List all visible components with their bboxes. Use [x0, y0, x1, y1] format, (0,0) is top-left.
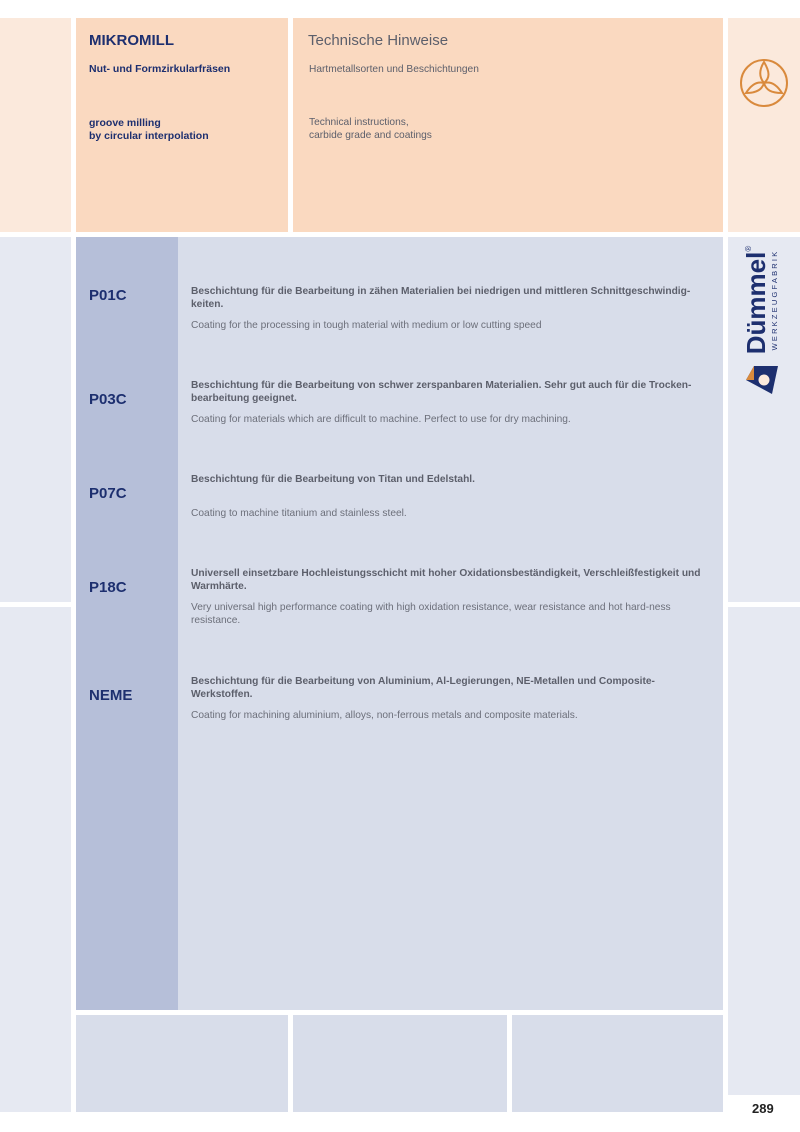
coating-desc-de: Beschichtung für die Bearbeitung von Titan und Edelstahl. [191, 474, 475, 485]
coating-desc-de: Beschichtung für die Bearbeitung in zähen Materialien bei niedrigen und mittleren Schnittgeschwindig-keiten. [191, 286, 691, 310]
left-margin-blue-top [0, 237, 71, 602]
coating-name: P07C [89, 485, 127, 502]
brand-logo-icon [744, 362, 782, 396]
registered-mark: ® [744, 245, 753, 252]
product-subtitle-en-line1: groove milling [89, 117, 161, 129]
coating-name: P03C [89, 391, 127, 408]
product-title: MIKROMILL [89, 32, 174, 49]
product-subtitle-en-line2: by circular interpolation [89, 130, 209, 142]
coating-name-column [76, 237, 178, 1010]
section-subtitle-en-line2: carbide grade and coatings [309, 130, 432, 141]
coating-desc-en: Coating for materials which are difficult to machine. Perfect to use for dry machining. [191, 414, 571, 425]
footer-panel-2 [293, 1015, 507, 1112]
coating-desc-en: Very universal high performance coating with high oxidation resistance, wear resistance and hot hard-ness resistance. [191, 602, 671, 626]
left-margin-blue-bottom [0, 607, 71, 1112]
coating-desc-de: Beschichtung für die Bearbeitung von Aluminium, Al-Legierungen, NE-Metallen und Composite-Werkstoffen. [191, 676, 655, 700]
coating-desc-en: Coating for machining aluminium, alloys, non-ferrous metals and composite materials. [191, 710, 578, 721]
coating-desc-de: Universell einsetzbare Hochleistungsschicht mit hoher Oxidationsbeständigkeit, Verschleißfestigkeit und Warmhärte. [191, 568, 701, 592]
coating-desc-de: Beschichtung für die Bearbeitung von schwer zerspanbaren Materialien. Sehr gut auch für die Trocken-bearbeitung geeignet. [191, 380, 692, 404]
footer-panel-1 [76, 1015, 288, 1112]
brand-name: Dümmel [741, 251, 771, 355]
mikromill-cutter-icon [739, 58, 789, 108]
coating-desc-en: Coating to machine titanium and stainless steel. [191, 508, 407, 519]
right-margin-peach [728, 18, 800, 232]
product-subtitle-de: Nut- und Formzirkularfräsen [89, 63, 231, 75]
section-title: Technische Hinweise [308, 32, 449, 49]
section-subtitle-de: Hartmetallsorten und Beschichtungen [309, 64, 479, 75]
footer-panel-3 [512, 1015, 723, 1112]
coating-desc-en: Coating for the processing in tough material with medium or low cutting speed [191, 320, 542, 331]
brand-logo [740, 243, 785, 358]
left-margin-peach [0, 18, 71, 232]
section-subtitle-en-line1: Technical instructions, [309, 117, 409, 128]
coating-name: NEME [89, 687, 133, 704]
coating-name: P18C [89, 579, 127, 596]
page-number: 289 [752, 1101, 774, 1116]
brand-tagline: WERKZEUGFABRIK [770, 249, 779, 351]
right-margin-blue-bottom [728, 607, 800, 1095]
coating-name: P01C [89, 287, 127, 304]
